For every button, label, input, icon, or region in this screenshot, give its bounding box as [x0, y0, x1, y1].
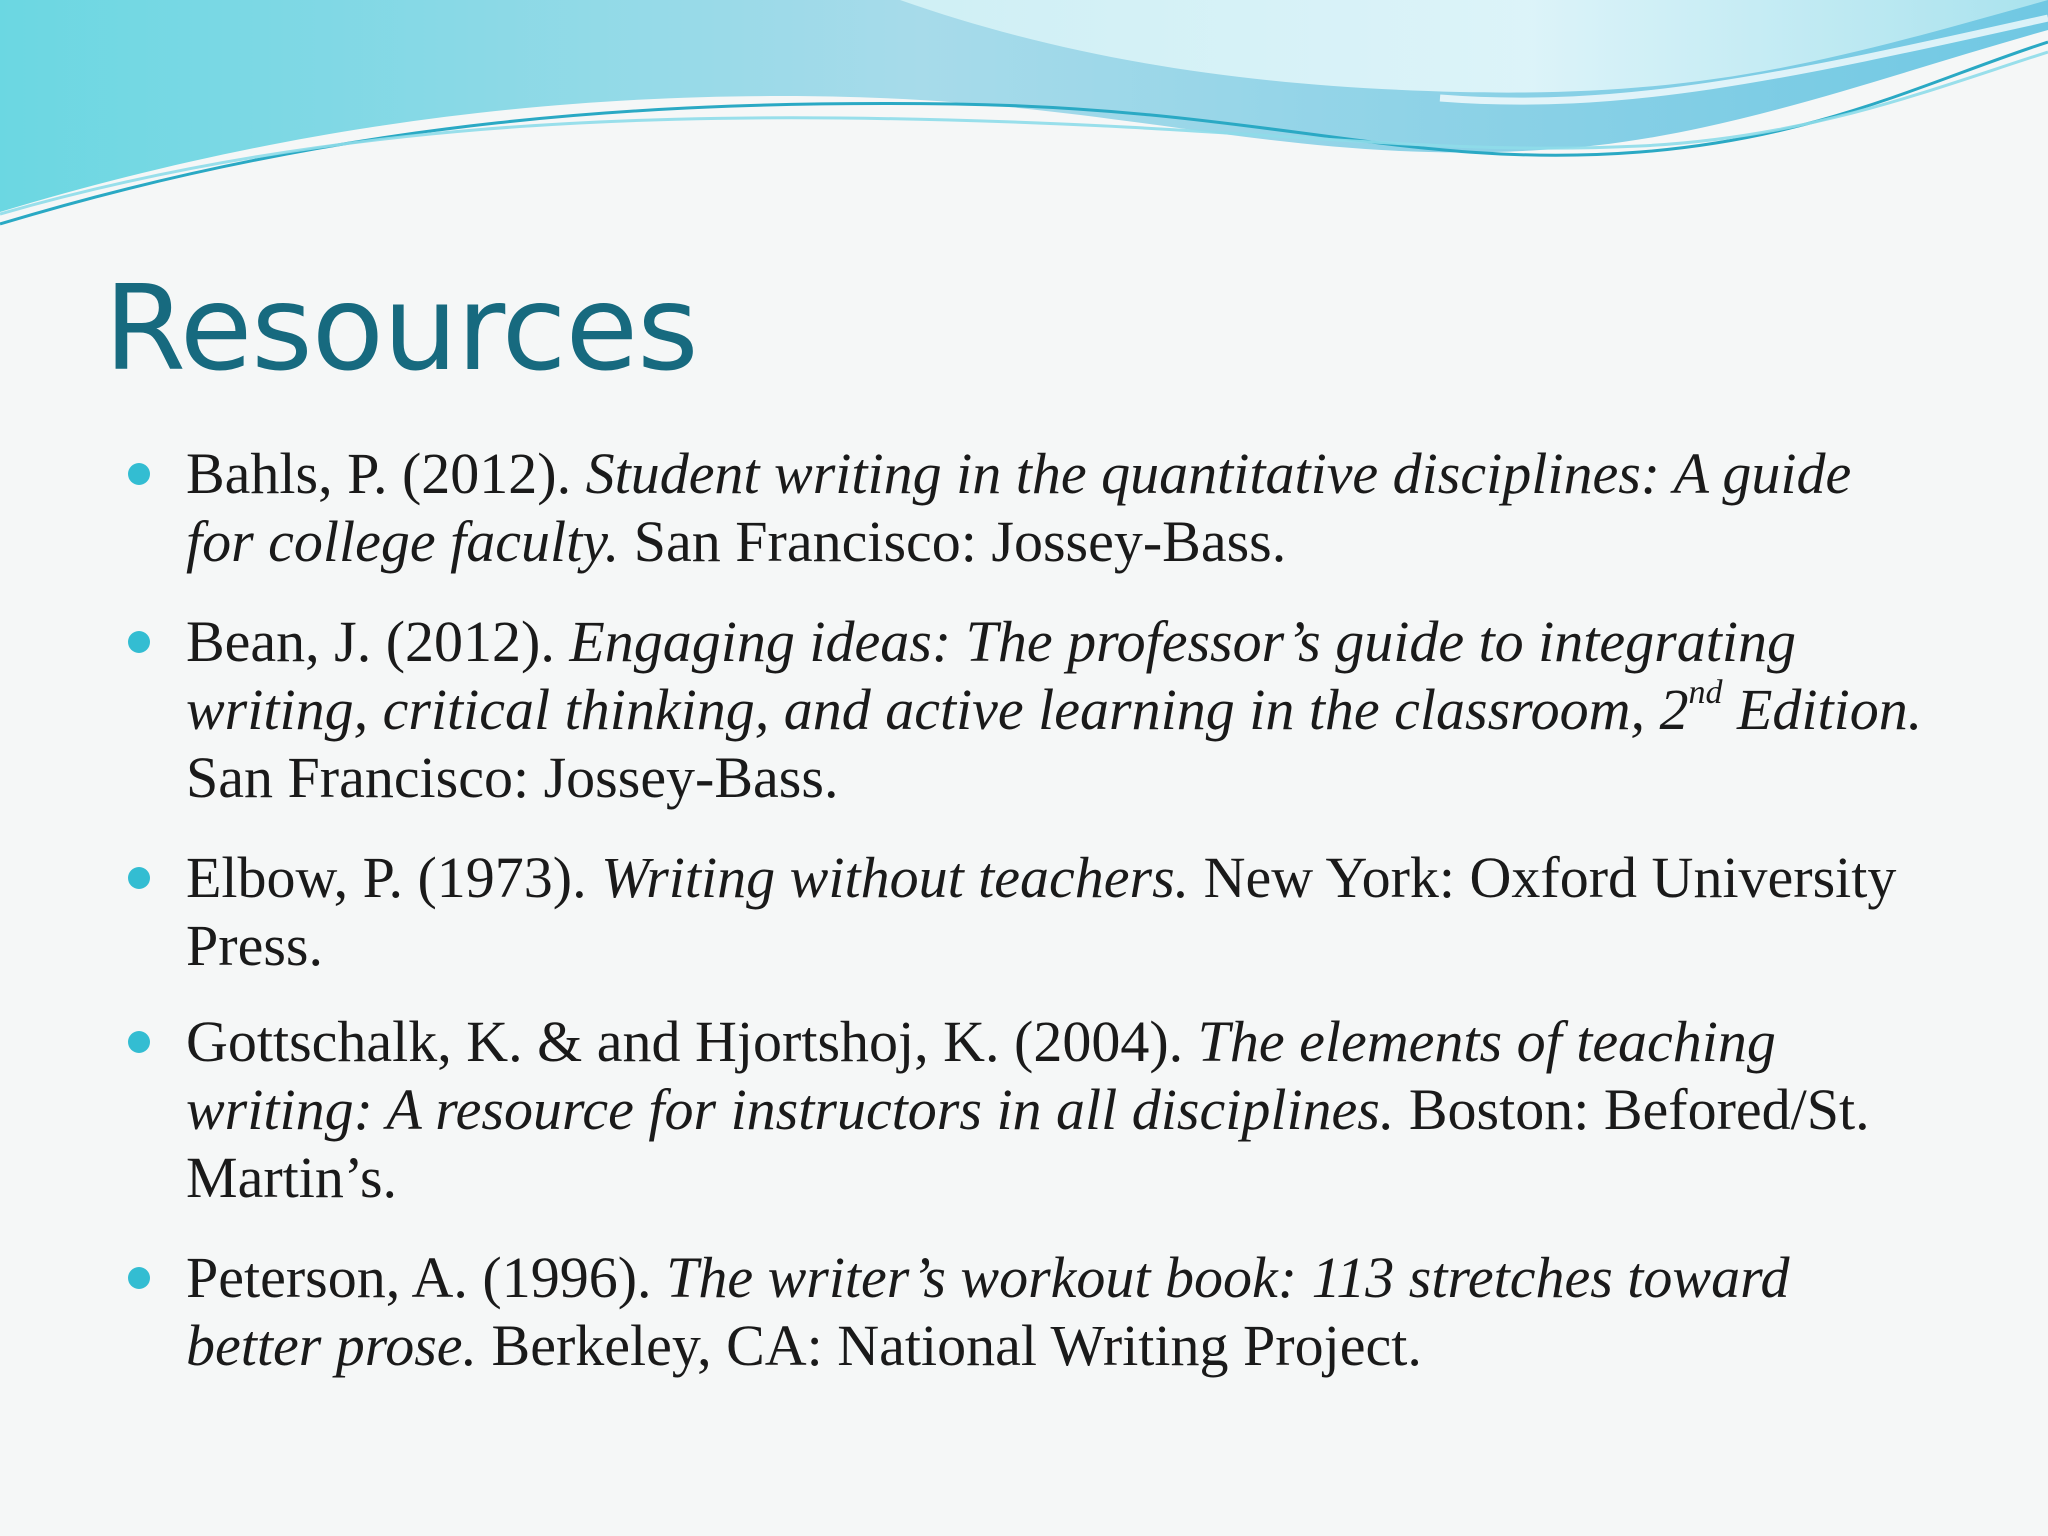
reference-title-ending: Edition.	[1722, 677, 1923, 742]
resource-list	[0, 440, 2048, 1412]
reference-author-year: Elbow, P. (1973).	[186, 845, 602, 910]
reference-publisher: San Francisco: Jossey-Bass.	[619, 509, 1287, 574]
reference-title: Student writing in the quantitative disciplines: A guide for college faculty.	[186, 441, 1852, 574]
reference-title: The writer’s workout book: 113 stretches toward better prose.	[186, 1245, 1790, 1378]
bullet-icon	[128, 867, 150, 889]
reference-title: Engaging ideas: The professor’s guide to integrating writing, critical thinking, and active learning in the classroom, 2	[186, 609, 1796, 742]
slide-title: Resources	[104, 259, 698, 397]
resource-item-peterson	[0, 1244, 1926, 1380]
reference-publisher: New York: Oxford University Press.	[186, 845, 1897, 978]
reference-publisher: Berkeley, CA: National Writing Project.	[477, 1313, 1422, 1378]
reference-publisher: San Francisco: Jossey-Bass.	[186, 745, 839, 810]
bullet-icon	[128, 1267, 150, 1289]
reference-author-year: Bahls, P. (2012).	[186, 441, 586, 506]
reference-author-year: Bean, J. (2012).	[186, 609, 570, 674]
reference-superscript: nd	[1688, 674, 1723, 711]
reference-title: Writing without teachers.	[601, 845, 1190, 910]
decorative-wave-header	[0, 0, 2048, 240]
bullet-icon	[128, 1031, 150, 1053]
bullet-icon	[128, 463, 150, 485]
reference-author-year: Gottschalk, K. & and Hjortshoj, K. (2004).	[186, 1009, 1198, 1074]
resource-item-gottschalk	[0, 1008, 1926, 1212]
bullet-icon	[128, 631, 150, 653]
resource-item-elbow	[0, 844, 1926, 980]
reference-author-year: Peterson, A. (1996).	[186, 1245, 667, 1310]
reference-title: The elements of teaching writing: A resource for instructors in all disciplines.	[186, 1009, 1776, 1142]
reference-publisher: Boston: Befored/St. Martin’s.	[186, 1077, 1870, 1210]
resource-item-bean	[0, 608, 1926, 812]
resource-item-bahls	[0, 440, 1926, 576]
